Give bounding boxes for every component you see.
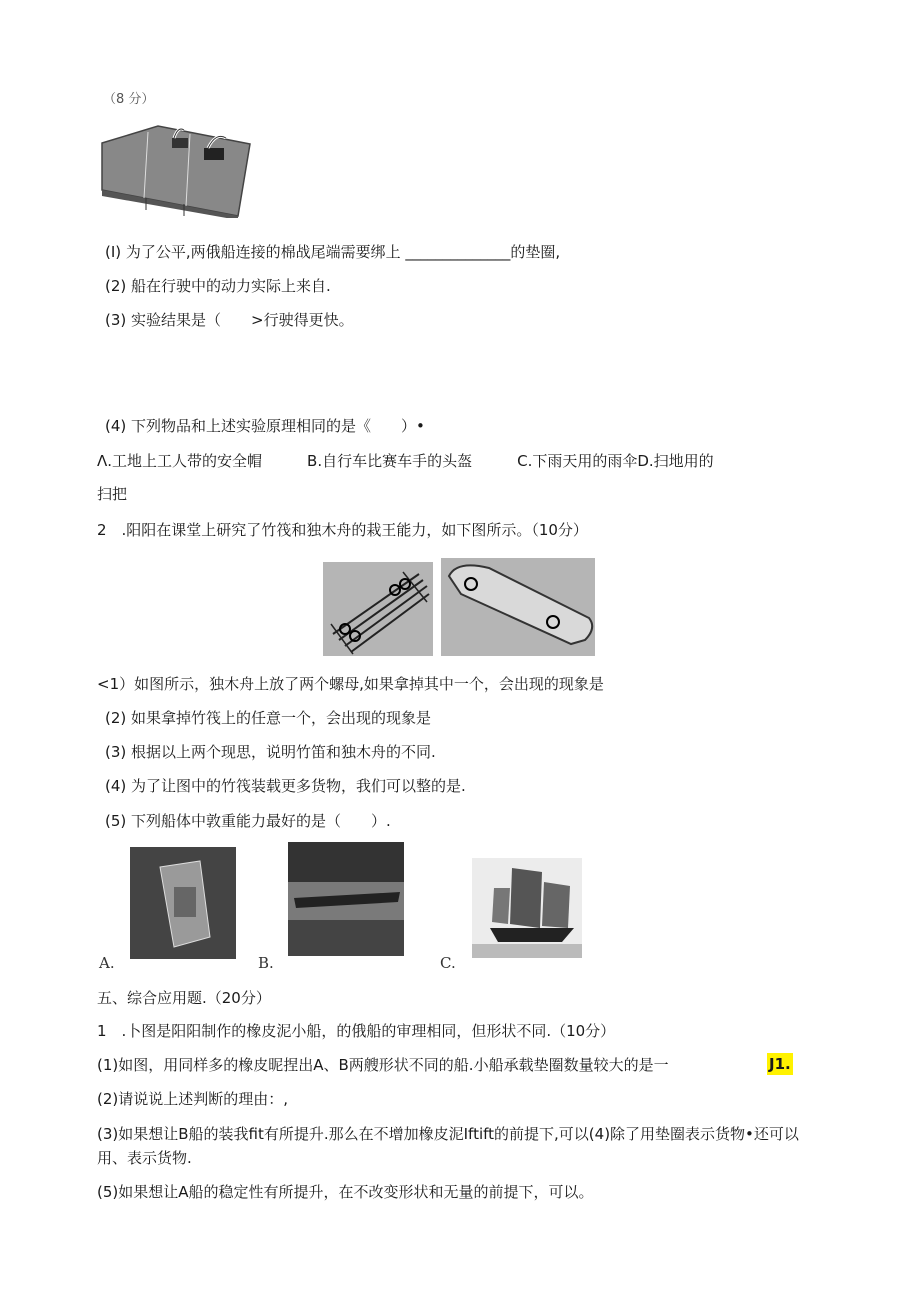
image-label-b: B. (258, 954, 274, 972)
image-label-a: A. (99, 954, 115, 972)
boat-experiment-figure (98, 118, 253, 218)
question-5-1-3: (3)如果想让B船的装我fit有所提升.那么在不增加橡皮泥Iftift的前提下,可以(4)除了用垫圈表示货物•还可以 (97, 1125, 799, 1143)
question-4-1-2: (2) 船在行驶中的动力实际上来自. (105, 277, 331, 295)
options-continuation: 扫把 (97, 485, 128, 503)
section-5-title: 五、综合应用题.（20分） (97, 989, 271, 1007)
question-5-1-1: (1)如图，用同样多的橡皮昵捏出A、B两艘形状不同的船.小船承载垫圈数量较大的是一 (97, 1056, 669, 1074)
ship-photo-c (472, 858, 582, 958)
question-4-2-4: (4) 为了让图中的竹筏装载更多货物，我们可以整的是. (105, 777, 466, 795)
image-label-c: C. (440, 954, 456, 972)
highlighted-answer: J1. (769, 1055, 791, 1073)
question-4-1-1: (I) 为了公平,两俄船连接的棉战尾端需要绑上 ______________的垫圈, (105, 243, 561, 261)
question-5-1-5: (5)如果想让A船的稳定性有所提升，在不改变形状和无量的前提下，可以。 (97, 1183, 594, 1201)
ship-photo-b (288, 842, 404, 956)
question-4-2-2: (2) 如果拿掉竹筏上的任意一个，会出现的现象是 (105, 709, 432, 727)
question-4-2-5: (5) 下列船体中敦重能力最好的是（ ）. (105, 812, 391, 830)
ship-photo-a (130, 847, 236, 959)
score-label: （8 分） (103, 92, 155, 107)
question-4-2-title: 2 .阳阳在课堂上研究了竹筏和独木舟的栽王能力，如下图所示。（10分） (97, 521, 588, 539)
question-4-2-3: (3) 根据以上两个现思，说明竹笛和独木舟的不同. (105, 743, 436, 761)
question-5-1-2: (2)请说说上述判断的理由：, (97, 1090, 289, 1108)
options-line: Λ.工地上工人带的安全帽 B.自行车比赛车手的头盔 C.下雨天用的雨伞D.扫地用的 (97, 452, 714, 470)
question-4-1-4: (4) 下列物品和上述实验原理相同的是《 ）• (105, 417, 425, 435)
question-4-1-3: (3) 实验结果是（ >行驶得更快。 (105, 311, 354, 329)
question-5-1-3-continuation: 用、表示货物. (97, 1149, 192, 1167)
raft-canoe-figure (323, 554, 595, 656)
question-5-1-title: 1 .卜图是阳阳制作的橡皮泥小船，的俄船的审理相同，但形状不同.（10分） (97, 1022, 616, 1040)
question-4-2-1: <1）如图所示，独木舟上放了两个螺母,如果拿掉其中一个，会出现的现象是 (97, 675, 604, 693)
